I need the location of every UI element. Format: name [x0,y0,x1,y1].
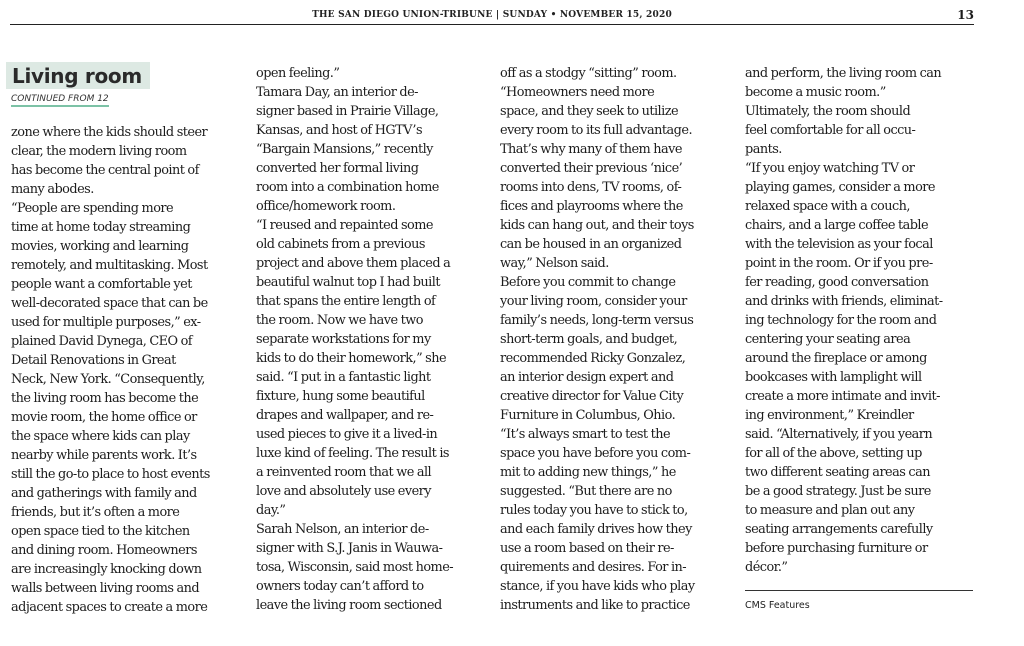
article-text-line: open feeling.” [256,66,340,81]
article-text-line: rules today you have to stick to, [500,503,688,518]
article-text-line: “People are spending more [11,201,174,216]
article-text-line: room into a combination home [256,180,439,195]
article-text-line: and drinks with friends, eliminat- [745,294,943,309]
article-text-line: drapes and wallpaper, and re- [256,408,434,423]
article-text-line: Tamara Day, an interior de- [256,85,418,100]
article-text-line: Before you commit to change [500,275,676,290]
article-text-line: around the fireplace or among [745,351,927,366]
article-text-line: create a more intimate and invit- [745,389,940,404]
article-column-4 [745,64,979,577]
article-text-line: “I reused and repainted some [256,218,433,233]
article-text-line: plained David Dynega, CEO of [11,334,193,349]
article-text-line: seating arrangements carefully [745,522,933,537]
article-text-line: converted her formal living [256,161,419,176]
article-text-line: before purchasing furniture or [745,541,928,556]
article-column-2 [256,64,490,615]
article-text-line: That’s why many of them have [500,142,682,157]
article-text-line: and gatherings with family and [11,486,197,501]
article-text-line: short-term goals, and budget, [500,332,678,347]
article-text-line: walls between living rooms and [11,581,200,596]
article-text-line: many abodes. [11,182,94,197]
article-text-line: signer based in Prairie Village, [256,104,439,119]
article-text-line: Neck, New York. “Consequently, [11,372,205,387]
article-text-line: Detail Renovations in Great [11,353,176,368]
article-text-line: pants. [745,142,782,157]
article-text-line: recommended Ricky Gonzalez, [500,351,686,366]
article-text-line: “If you enjoy watching TV or [745,161,915,176]
article-text-line: day.” [256,503,286,518]
article-text-line: office/homework room. [256,199,396,214]
article-text-line: remotely, and multitasking. Most [11,258,208,273]
article-text-line: the living room has become the [11,391,199,406]
article-text-line: centering your seating area [745,332,911,347]
article-text-line: Ultimately, the room should [745,104,911,119]
article-text-line: mit to adding new things,” he [500,465,676,480]
article-text-line: Furniture in Columbus, Ohio. [500,408,676,423]
article-text-line: that spans the entire length of [256,294,436,309]
article-text-line: your living room, consider your [500,294,687,309]
article-text-line: be a good strategy. Just be sure [745,484,931,499]
article-text-line: time at home today streaming [11,220,191,235]
article-text-line: space, and they seek to utilize [500,104,679,119]
end-rule [745,590,973,591]
article-text-line: ing technology for the room and [745,313,937,328]
article-text-line: open space tied to the kitchen [11,524,190,539]
article-text-line: beautiful walnut top I had built [256,275,440,290]
masthead: THE SAN DIEGO UNION-TRIBUNE | SUNDAY • NOVEMBER 15, 2020 [312,10,672,20]
article-text-line: old cabinets from a previous [256,237,425,252]
article-text-line: stance, if you have kids who play [500,579,695,594]
article-text-line: way,” Nelson said. [500,256,609,271]
article-text-line: used for multiple purposes,” ex- [11,315,201,330]
article-text-line: separate workstations for my [256,332,431,347]
article-text-line: converted their previous ‘nice’ [500,161,683,176]
article-column-1 [11,123,245,617]
article-text-line: use a room based on their re- [500,541,674,556]
article-text-line: are increasingly knocking down [11,562,202,577]
article-text-line: said. “Alternatively, if you yearn [745,427,933,442]
page-header [10,8,974,25]
article-text-line: kids can hang out, and their toys [500,218,694,233]
page-number: 13 [957,8,974,22]
article-text-line: Sarah Nelson, an interior de- [256,522,429,537]
article-text-line: relaxed space with a couch, [745,199,910,214]
article-text-line: space you have before you com- [500,446,691,461]
article-text-line: rooms into dens, TV rooms, of- [500,180,682,195]
article-text-line: leave the living room sectioned [256,598,442,613]
article-text-line: every room to its full advantage. [500,123,693,138]
article-text-line: quirements and desires. For in- [500,560,687,575]
article-text-line: feel comfortable for all occu- [745,123,916,138]
article-text-line: said. “I put in a fantastic light [256,370,431,385]
article-text-line: for all of the above, setting up [745,446,922,461]
article-text-line: with the television as your focal [745,237,933,252]
article-title: Living room [12,64,142,88]
article-text-line: used pieces to give it a lived-in [256,427,438,442]
article-text-line: signer with S.J. Janis in Wauwa- [256,541,443,556]
article-text-line: and each family drives how they [500,522,692,537]
article-text-line: playing games, consider a more [745,180,935,195]
article-text-line: “It’s always smart to test the [500,427,671,442]
article-text-line: movie room, the home office or [11,410,197,425]
article-text-line: family’s needs, long-term versus [500,313,694,328]
article-text-line: can be housed in an organized [500,237,682,252]
article-text-line: nearby while parents work. It’s [11,448,197,463]
article-text-line: well-decorated space that can be [11,296,208,311]
article-text-line: kids to do their homework,” she [256,351,447,366]
article-text-line: project and above them placed a [256,256,451,271]
article-text-line: and dining room. Homeowners [11,543,197,558]
article-text-line: “Bargain Mansions,” recently [256,142,433,157]
article-text-line: fices and playrooms where the [500,199,683,214]
article-text-line: an interior design expert and [500,370,674,385]
article-text-line: instruments and like to practice [500,598,690,613]
article-text-line: bookcases with lamplight will [745,370,922,385]
article-text-line: fixture, hung some beautiful [256,389,425,404]
article-text-line: zone where the kids should steer [11,125,208,140]
article-text-line: luxe kind of feeling. The result is [256,446,449,461]
article-text-line: friends, but it’s often a more [11,505,180,520]
article-text-line: the space where kids can play [11,429,190,444]
article-text-line: to measure and plan out any [745,503,915,518]
article-text-line: people want a comfortable yet [11,277,192,292]
article-text-line: has become the central point of [11,163,199,178]
article-column-3 [500,64,734,615]
continued-from-label: CONTINUED FROM 12 [11,94,109,107]
article-text-line: become a music room.” [745,85,886,100]
article-text-line: fer reading, good conversation [745,275,929,290]
article-credit: CMS Features [745,600,810,611]
article-text-line: clear, the modern living room [11,144,187,159]
article-text-line: off as a stodgy “sitting” room. [500,66,677,81]
article-text-line: and perform, the living room can [745,66,942,81]
article-text-line: chairs, and a large coffee table [745,218,929,233]
article-text-line: creative director for Value City [500,389,684,404]
article-text-line: love and absolutely use every [256,484,432,499]
article-text-line: suggested. “But there are no [500,484,672,499]
article-text-line: point in the room. Or if you pre- [745,256,933,271]
article-text-line: movies, working and learning [11,239,189,254]
article-text-line: ing environment,” Kreindler [745,408,914,423]
article-text-line: a reinvented room that we all [256,465,432,480]
article-text-line: décor.” [745,560,788,575]
article-text-line: still the go-to place to host events [11,467,210,482]
article-text-line: the room. Now we have two [256,313,424,328]
article-text-line: Kansas, and host of HGTV’s [256,123,423,138]
article-text-line: tosa, Wisconsin, said most home- [256,560,454,575]
article-text-line: owners today can’t afford to [256,579,424,594]
article-text-line: “Homeowners need more [500,85,655,100]
article-text-line: adjacent spaces to create a more [11,600,208,615]
article-text-line: two different seating areas can [745,465,930,480]
